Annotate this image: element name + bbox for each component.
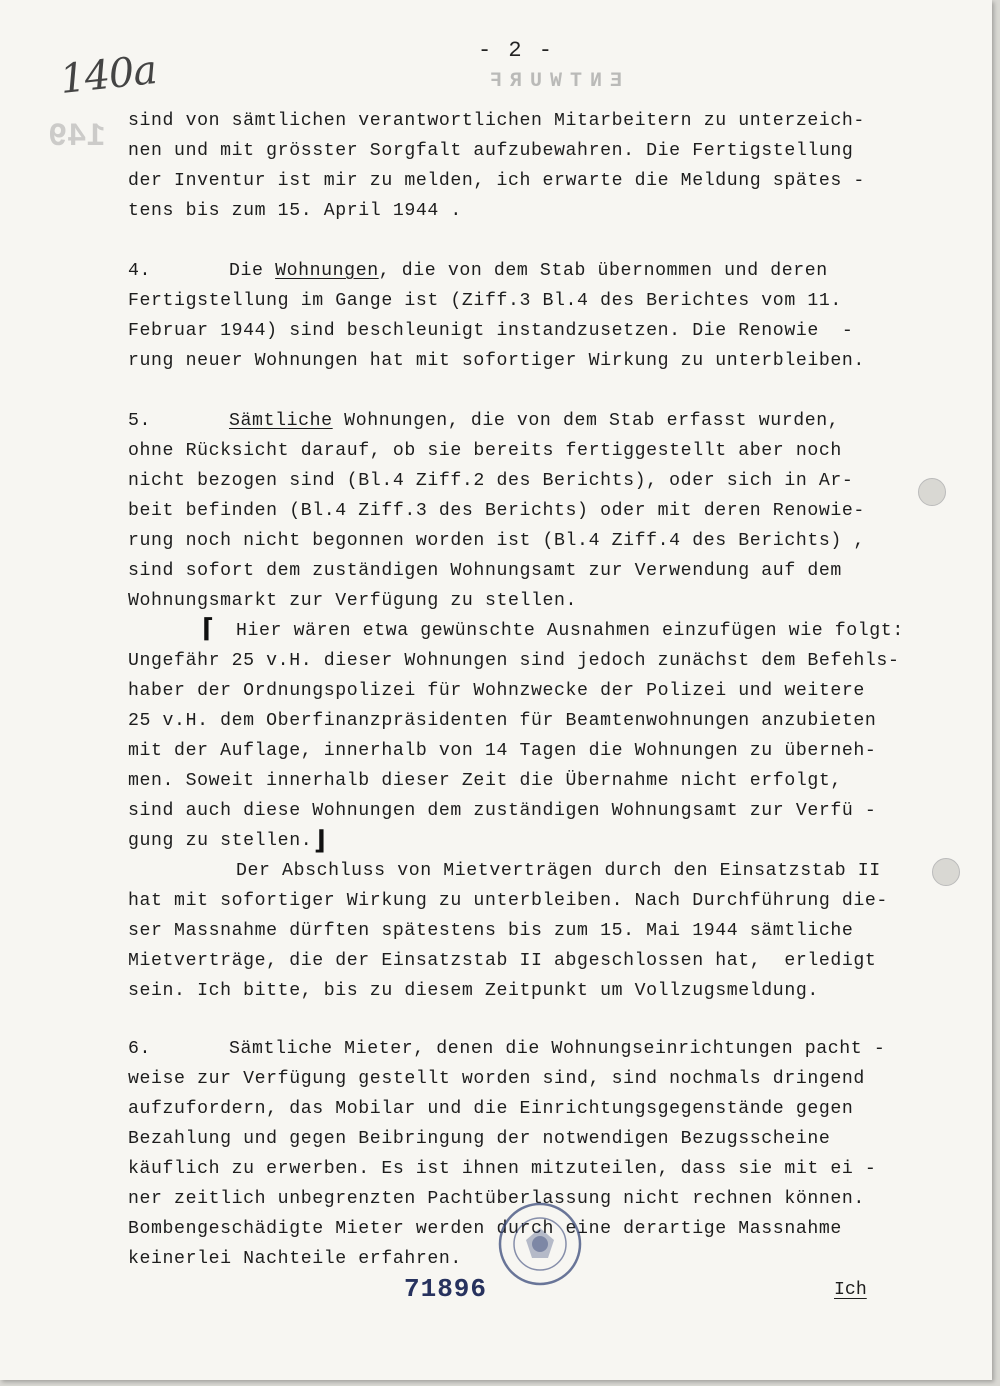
- body-line: sind von sämtlichen verantwortlichen Mitarbeitern zu unterzeich-: [128, 111, 865, 131]
- body-line: beit befinden (Bl.4 Ziff.3 des Berichts) oder mit deren Renowie-: [128, 501, 865, 521]
- body-line: aufzufordern, das Mobilar und die Einrichtungsgegenstände gegen: [128, 1099, 854, 1119]
- opening-bracket-mark: ⌈: [202, 614, 214, 644]
- body-line: Mietverträge, die der Einsatzstab II abgeschlossen hat, erledigt: [128, 951, 877, 971]
- closing-catchword: Ich: [834, 1280, 867, 1300]
- body-line: 25 v.H. dem Oberfinanzpräsidenten für Beamtenwohnungen anzubieten: [128, 711, 877, 731]
- body-line: Der Abschluss von Mietverträgen durch den Einsatzstab II: [236, 861, 881, 881]
- body-line: nicht bezogen sind (Bl.4 Ziff.2 des Berichts), oder sich in Ar-: [128, 471, 854, 491]
- body-line: sein. Ich bitte, bis zu diesem Zeitpunkt um Vollzugsmeldung.: [128, 981, 819, 1001]
- body-line: weise zur Verfügung gestellt worden sind, sind nochmals dringend: [128, 1069, 865, 1089]
- section-6-first-line: [128, 1040, 918, 1058]
- underlined-term-wohnungen: Wohnungen: [275, 261, 379, 281]
- body-line: Hier wären etwa gewünschte Ausnahmen einzufügen wie folgt:: [236, 621, 904, 641]
- section-4-first-line: [128, 262, 918, 280]
- closing-bracket-mark: ⌋: [314, 826, 326, 856]
- body-line: keinerlei Nachteile erfahren.: [128, 1249, 462, 1269]
- body-line: Ungefähr 25 v.H. dieser Wohnungen sind jedoch zunächst dem Befehls-: [128, 651, 900, 671]
- body-line: haber der Ordnungspolizei für Wohnzwecke der Polizei und weitere: [128, 681, 865, 701]
- body-line: men. Soweit innerhalb dieser Zeit die Übernahme nicht erfolgt,: [128, 771, 842, 791]
- body-line: der Inventur ist mir zu melden, ich erwarte die Meldung spätes -: [128, 171, 865, 191]
- body-line: rung noch nicht begonnen worden ist (Bl.4 Ziff.4 des Berichts) ,: [128, 531, 865, 551]
- body-line: Bombengeschädigte Mieter werden durch eine derartige Massnahme: [128, 1219, 842, 1239]
- archive-number: 71896: [404, 1274, 488, 1304]
- body-line: ner zeitlich unbegrenzten Pachtüberlassung nicht rechnen können.: [128, 1189, 865, 1209]
- body-line: Fertigstellung im Gange ist (Ziff.3 Bl.4 des Berichtes vom 11.: [128, 291, 842, 311]
- body-line: sind auch diese Wohnungen dem zuständigen Wohnungsamt zur Verfü -: [128, 801, 877, 821]
- bleed-through-number: 149: [48, 118, 106, 155]
- section-4-first-rest: , die von dem Stab übernommen und deren: [378, 261, 828, 281]
- section-number: 5.: [128, 411, 152, 431]
- bleed-through-header: ENTWURF: [482, 70, 623, 93]
- body-line: tens bis zum 15. April 1944 .: [128, 201, 462, 221]
- section-5-first-line: [128, 412, 918, 430]
- section-4-lead: Die: [229, 261, 276, 281]
- punch-hole-top: [918, 478, 946, 506]
- page-number: - 2 -: [478, 38, 555, 63]
- section-6-first-rest: Sämtliche Mieter, denen die Wohnungseinrichtungen pacht -: [229, 1039, 886, 1059]
- archive-stamp-icon: [496, 1200, 584, 1288]
- body-line: nen und mit grösster Sorgfalt aufzubewahren. Die Fertigstellung: [128, 141, 854, 161]
- body-line: ser Massnahme dürften spätestens bis zum 15. Mai 1944 sämtliche: [128, 921, 854, 941]
- body-line: Februar 1944) sind beschleunigt instandzusetzen. Die Renowie -: [128, 321, 854, 341]
- section-number: 4.: [128, 261, 152, 281]
- section-number: 6.: [128, 1039, 152, 1059]
- body-line: käuflich zu erwerben. Es ist ihnen mitzuteilen, dass sie mit ei -: [128, 1159, 877, 1179]
- underlined-term-saemtliche: Sämtliche: [229, 411, 333, 431]
- body-line: hat mit sofortiger Wirkung zu unterbleiben. Nach Durchführung die-: [128, 891, 888, 911]
- body-line: ohne Rücksicht darauf, ob sie bereits fertiggestellt aber noch: [128, 441, 842, 461]
- body-line: Bezahlung und gegen Beibringung der notwendigen Bezugsscheine: [128, 1129, 831, 1149]
- body-line: Wohnungsmarkt zur Verfügung zu stellen.: [128, 591, 578, 611]
- body-line: mit der Auflage, innerhalb von 14 Tagen die Wohnungen zu überneh-: [128, 741, 877, 761]
- body-line: rung neuer Wohnungen hat mit sofortiger Wirkung zu unterbleiben.: [128, 351, 865, 371]
- body-line: gung zu stellen.: [128, 831, 313, 851]
- handwritten-reference: 140a: [57, 47, 159, 103]
- body-line: sind sofort dem zuständigen Wohnungsamt zur Verwendung auf dem: [128, 561, 842, 581]
- section-5-first-rest: Wohnungen, die von dem Stab erfasst wurden,: [332, 411, 840, 431]
